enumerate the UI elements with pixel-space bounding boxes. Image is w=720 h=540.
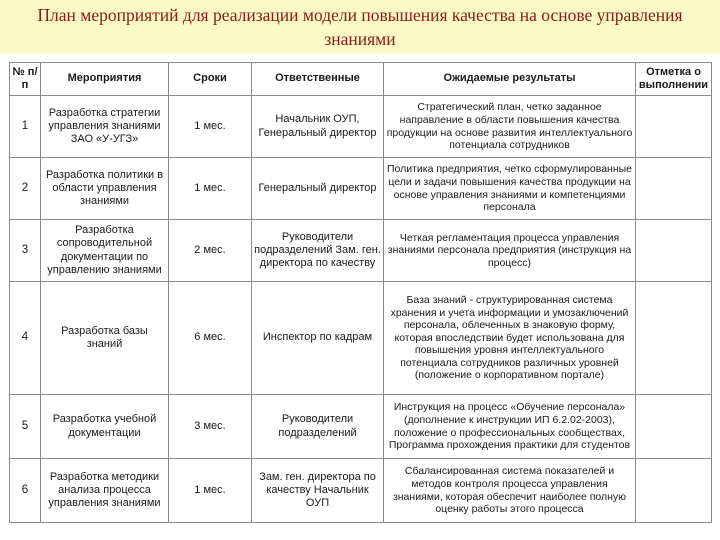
- cell-result: Инструкция на процесс «Обучение персонала» (дополнение к инструкции ИП 6.2.02-2003), положение о профессиональных сообществах, Программа прохождения практики для студентов: [384, 395, 636, 459]
- cell-num: 5: [10, 395, 41, 459]
- header-mark: Отметка о выполнении: [636, 63, 712, 96]
- cell-result: Политика предприятия, четко сформулированные цели и задачи повышения качества продукции на основе управления знаниями и компетенциями персонала: [384, 158, 636, 220]
- cell-responsible: Руководители подразделений Зам. ген. директора по качеству: [252, 220, 384, 282]
- cell-term: 3 мес.: [169, 395, 252, 459]
- header-responsible: Ответственные: [252, 63, 384, 96]
- plan-table: [9, 62, 712, 523]
- table-row: [10, 282, 712, 395]
- cell-event: Разработка методики анализа процесса управления знаниями: [41, 459, 169, 523]
- cell-term: 1 мес.: [169, 158, 252, 220]
- cell-result: Стратегический план, четко заданное направление в области повышения качества продукции на основе развития интеллектуального потенциала сотрудников: [384, 96, 636, 158]
- cell-mark: [636, 158, 712, 220]
- cell-event: Разработка учебной документации: [41, 395, 169, 459]
- cell-result: Четкая регламентация процесса управления знаниями персонала предприятия (инструкция на процесс): [384, 220, 636, 282]
- header-event: Мероприятия: [41, 63, 169, 96]
- cell-term: 1 мес.: [169, 459, 252, 523]
- page-title: План мероприятий для реализации модели повышения качества на основе управления знаниями: [37, 5, 683, 49]
- cell-responsible: Генеральный директор: [252, 158, 384, 220]
- cell-result: Сбалансированная система показателей и методов контроля процесса управления знаниями, которая обеспечит наиболее полную оценку работы этого процесса: [384, 459, 636, 523]
- title-banner: [0, 0, 720, 54]
- cell-event: Разработка сопроводительной документации по управлению знаниями: [41, 220, 169, 282]
- table-row: [10, 158, 712, 220]
- cell-term: 6 мес.: [169, 282, 252, 395]
- table-row: [10, 220, 712, 282]
- cell-term: 2 мес.: [169, 220, 252, 282]
- cell-event: Разработка базы знаний: [41, 282, 169, 395]
- cell-responsible: Инспектор по кадрам: [252, 282, 384, 395]
- header-result: Ожидаемые результаты: [384, 63, 636, 96]
- cell-mark: [636, 395, 712, 459]
- cell-event: Разработка политики в области управления знаниями: [41, 158, 169, 220]
- cell-mark: [636, 282, 712, 395]
- cell-mark: [636, 220, 712, 282]
- cell-mark: [636, 96, 712, 158]
- cell-event: Разработка стратегии управления знаниями ЗАО «У-УГЗ»: [41, 96, 169, 158]
- cell-num: 6: [10, 459, 41, 523]
- cell-responsible: Руководители подразделений: [252, 395, 384, 459]
- cell-responsible: Зам. ген. директора по качеству Начальник ОУП: [252, 459, 384, 523]
- table-row: [10, 96, 712, 158]
- cell-num: 1: [10, 96, 41, 158]
- cell-num: 2: [10, 158, 41, 220]
- table-header-row: [10, 63, 712, 96]
- cell-result: База знаний - структурированная система хранения и учета информации и умозаключений персонала, облеченных в знаковую форму, которая впоследствии будет использована для повышения уровня интеллектуального потенциала сотрудников различных уровней (положение о корпоративном портале): [384, 282, 636, 395]
- table-row: [10, 459, 712, 523]
- cell-mark: [636, 459, 712, 523]
- header-num: № п/п: [10, 63, 41, 96]
- cell-num: 3: [10, 220, 41, 282]
- cell-responsible: Начальник ОУП, Генеральный директор: [252, 96, 384, 158]
- header-term: Сроки: [169, 63, 252, 96]
- cell-num: 4: [10, 282, 41, 395]
- cell-term: 1 мес.: [169, 96, 252, 158]
- table-row: [10, 395, 712, 459]
